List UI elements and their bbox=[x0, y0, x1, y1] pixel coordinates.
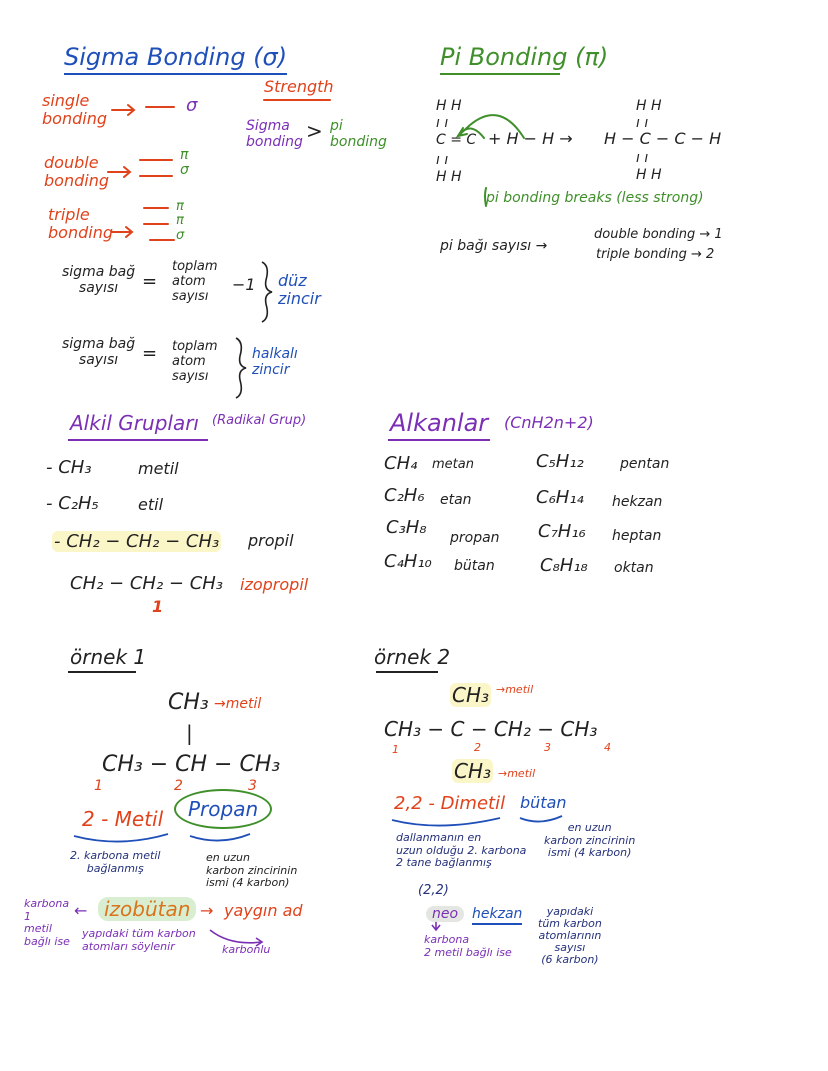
propan-circle: Propan bbox=[174, 789, 272, 829]
plus-hydrogen: + H − H → bbox=[488, 129, 573, 148]
ornek1-bond: | bbox=[186, 721, 193, 745]
alkan-right-2-name: hekzan bbox=[612, 494, 663, 510]
alkanlar-subtitle: (CnH2n+2) bbox=[504, 413, 594, 432]
ornek1-common-left: karbona 1 metil bağlı ise bbox=[24, 897, 70, 948]
ornek1-name-main bbox=[174, 798, 272, 821]
formula2-right: toplam atom sayısı bbox=[172, 339, 218, 384]
alkan-right-1-formula: C₅H₁₂ bbox=[536, 451, 584, 472]
strength-sigma: Sigma bonding bbox=[246, 118, 303, 151]
alkil-row-2-name: etil bbox=[138, 495, 164, 514]
formula2-left: sigma bağ sayısı bbox=[62, 336, 136, 369]
alkan-left-1-name: metan bbox=[432, 457, 474, 472]
ornek2-top-group bbox=[450, 684, 491, 707]
ethane-bottom-h: ı ı H H bbox=[636, 150, 662, 183]
izopropil-mark: 1 bbox=[152, 597, 164, 616]
ornek2-neo-note-right: yapıdaki tüm karbon atomlarının sayısı (6 karbon) bbox=[538, 905, 602, 967]
alkan-right-3-formula: C₇H₁₆ bbox=[538, 521, 586, 542]
alkan-right-4-formula: C₈H₁₈ bbox=[540, 555, 588, 576]
propil-formula-text: - CH₂ − CH₂ − CH₃ bbox=[54, 531, 220, 552]
alkil-row-4-name: izopropil bbox=[240, 575, 309, 594]
single-sigma-symbol: σ bbox=[186, 95, 198, 116]
pi-title: Pi Bonding (π) bbox=[440, 43, 609, 71]
alkil-row-3-formula bbox=[52, 532, 221, 553]
ornek1-common-arrow-left: ← bbox=[74, 901, 88, 920]
formula1-note: düz zincir bbox=[278, 271, 321, 309]
ornek1-note-left: 2. karbona metil bağlanmış bbox=[70, 849, 161, 875]
strength-gt: > bbox=[306, 119, 323, 143]
alkan-right-4-name: oktan bbox=[614, 560, 654, 576]
formula1-left: sigma bağ sayısı bbox=[62, 264, 136, 297]
pi-count-double: double bonding → 1 bbox=[594, 227, 723, 242]
ethane-top-h: H H ı ı bbox=[636, 98, 662, 131]
pi-count-triple: triple bonding → 2 bbox=[596, 247, 715, 262]
ornek1-common-name bbox=[98, 898, 196, 921]
ornek1-common-arrow-right: → bbox=[200, 901, 214, 920]
ornek2-num-1: 1 bbox=[392, 743, 399, 756]
strength-title: Strength bbox=[264, 77, 334, 96]
formula1-right: toplam atom sayısı bbox=[172, 259, 218, 304]
ornek1-note-right: en uzun karbon zincirinin ismi (4 karbon) bbox=[206, 851, 298, 890]
ornek2-num-4: 4 bbox=[604, 741, 611, 754]
ornek2-neo-name: hekzan bbox=[472, 906, 522, 925]
ornek2-neo-note-left: karbona 2 metil bağlı ise bbox=[424, 933, 512, 959]
alkil-row-1-formula: - CH₃ bbox=[46, 457, 92, 478]
alkan-right-1-name: pentan bbox=[620, 456, 670, 472]
ornek2-name-prefix: 2,2 - Dimetil bbox=[394, 793, 506, 814]
ornek1-num-1: 1 bbox=[94, 778, 103, 794]
ornek2-num-3: 3 bbox=[544, 741, 551, 754]
alkan-left-4-name: bütan bbox=[454, 558, 495, 574]
alkil-subtitle: (Radikal Grup) bbox=[212, 413, 307, 428]
ornek1-name-prefix: 2 - Metil bbox=[82, 807, 164, 831]
ornek2-bottom-label: →metil bbox=[498, 767, 536, 780]
ornek1-common-note: yapıdaki tüm karbon atomları söylenir bbox=[82, 927, 196, 953]
ornek2-top-label: →metil bbox=[496, 683, 534, 696]
alkan-left-3-formula: C₃H₈ bbox=[386, 517, 427, 538]
strength-pi: pi bonding bbox=[330, 118, 387, 151]
ornek1-top-label: →metil bbox=[214, 696, 262, 712]
ornek2-title: örnek 2 bbox=[374, 645, 451, 669]
alkil-title: Alkil Grupları bbox=[70, 411, 199, 435]
alkan-left-1-formula: CH₄ bbox=[384, 453, 418, 474]
alkan-left-3-name: propan bbox=[450, 530, 500, 546]
formula1-eq: = bbox=[142, 271, 158, 292]
neo-text: neo bbox=[426, 906, 464, 922]
ornek2-note-left: dallanmanın en uzun olduğu 2. karbona 2 tane bağlanmış bbox=[396, 831, 527, 870]
ornek1-num-3: 3 bbox=[248, 778, 257, 794]
pi-count-label: pi bağı sayısı → bbox=[440, 238, 548, 254]
ornek2-top-group-text: CH₃ bbox=[452, 683, 490, 707]
ethene-bottom-h: ı ı H H bbox=[436, 152, 462, 185]
ornek2-name-main: bütan bbox=[520, 793, 567, 812]
izobutan-text: izobütan bbox=[98, 897, 196, 921]
sigma-title: Sigma Bonding (σ) bbox=[64, 44, 287, 75]
alkan-left-2-formula: C₂H₆ bbox=[384, 485, 425, 506]
ornek2-chain: CH₃ − C − CH₂ − CH₃ bbox=[384, 717, 598, 741]
formula2-eq: = bbox=[142, 343, 158, 364]
triple-bonding-label: triple bonding bbox=[48, 205, 113, 243]
ornek1-chain: CH₃ − CH − CH₃ bbox=[102, 752, 281, 777]
alkan-right-3-name: heptan bbox=[612, 528, 662, 544]
ornek2-num-2: 2 bbox=[474, 741, 481, 754]
single-bonding-label: single bonding bbox=[42, 91, 107, 129]
formula2-note: halkalı zincir bbox=[252, 346, 298, 379]
triple-bond-symbols: π π σ bbox=[176, 199, 185, 243]
alkan-right-2-formula: C₆H₁₄ bbox=[536, 487, 584, 508]
ornek1-num-2: 2 bbox=[174, 778, 183, 794]
ornek1-common-note2: karbonlu bbox=[222, 943, 271, 956]
alkil-row-3-name: propil bbox=[248, 531, 294, 550]
double-bonding-label: double bonding bbox=[44, 153, 109, 191]
ornek1-top-group: CH₃ bbox=[168, 690, 209, 715]
alkil-row-4-formula: CH₂ − CH₂ − CH₃ bbox=[70, 573, 224, 594]
formula1-minus: −1 bbox=[232, 275, 256, 294]
ethene-structure: H H ı ı C = C bbox=[436, 98, 477, 148]
alkan-left-4-formula: C₄H₁₀ bbox=[384, 551, 432, 572]
alkanlar-title: Alkanlar bbox=[390, 409, 489, 437]
ornek2-neo bbox=[426, 906, 464, 922]
ornek1-common-label: yaygın ad bbox=[224, 901, 303, 920]
alkan-left-2-name: etan bbox=[440, 492, 472, 508]
ornek2-bottom-group-text: CH₃ bbox=[454, 759, 492, 783]
double-bond-symbols: π σ bbox=[180, 147, 189, 178]
ethane-structure: H − C − C − H bbox=[604, 129, 722, 148]
alkil-row-2-formula: - C₂H₅ bbox=[46, 493, 99, 514]
ornek2-note-pair: (2,2) bbox=[418, 883, 449, 898]
pi-breaks-note: pi bonding breaks (less strong) bbox=[486, 190, 704, 206]
ornek2-note-right: en uzun karbon zincirinin ismi (4 karbon) bbox=[544, 821, 636, 860]
alkil-row-1-name: metil bbox=[138, 459, 179, 478]
ornek1-title: örnek 1 bbox=[70, 645, 147, 669]
ornek2-bottom-group bbox=[452, 760, 493, 783]
